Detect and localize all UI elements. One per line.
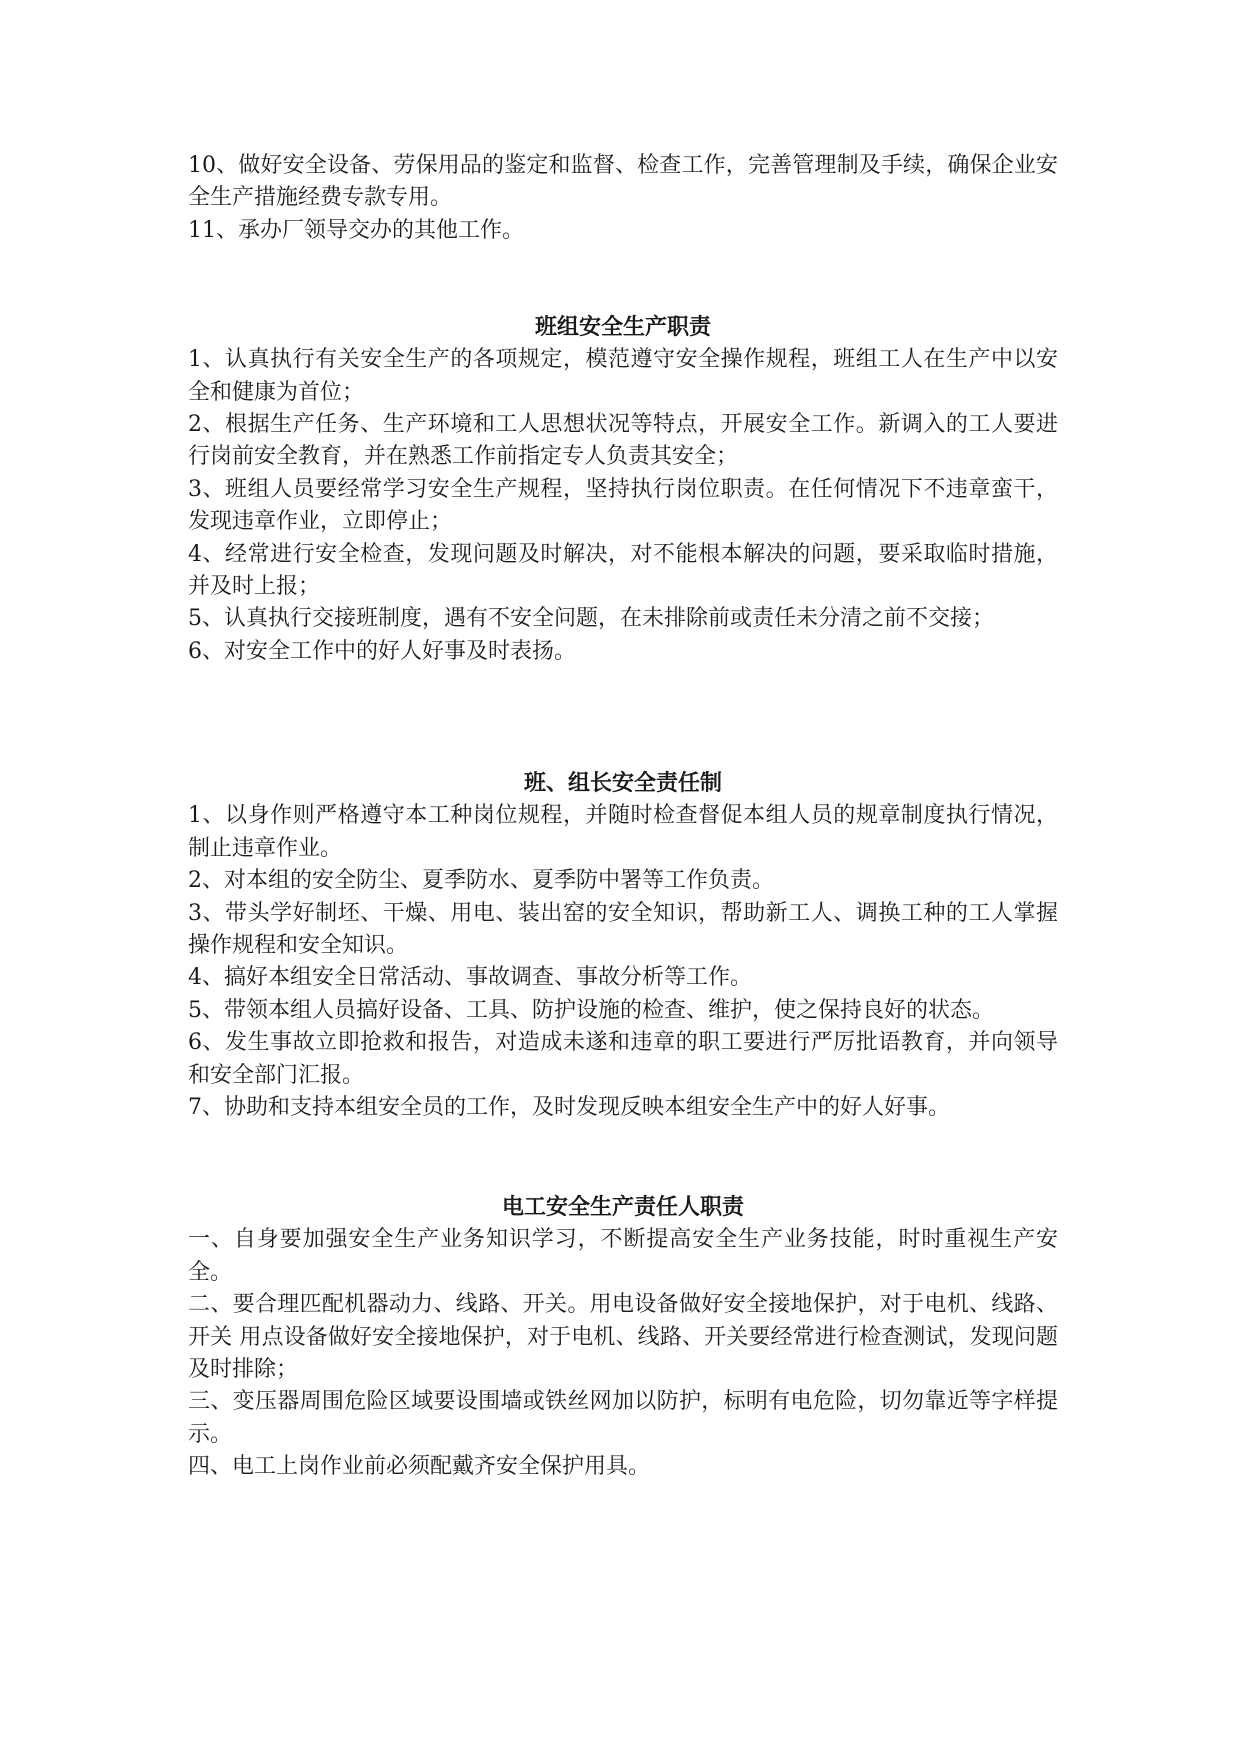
section-title: 班、组长安全责任制 <box>523 771 722 797</box>
list-item: 四、电工上岗作业前必须配戴齐安全保护用具。 <box>188 1454 651 1480</box>
intro-section <box>188 150 1058 247</box>
list-item: 二、要合理匹配机器动力、线路、开关。用电设备做好安全接地保护，对于电机、线路、开关 用点设备做好安全接地保护，对于电机、线路、开关要经常进行检查测试，发现问题及时排除； <box>188 1292 1058 1382</box>
list-item: 5、带领本组人员搞好设备、工具、防护设施的检查、维护，使之保持良好的状态。 <box>188 997 994 1023</box>
section-title: 电工安全生产责任人职责 <box>501 1195 744 1221</box>
list-item: 5、认真执行交接班制度，遇有不安全问题，在未排除前或责任未分清之前不交接； <box>188 606 994 632</box>
list-item: 1、以身作则严格遵守本工种岗位规程，并随时检查督促本组人员的规章制度执行情况，制止违章作业。 <box>188 803 1058 861</box>
list-item: 6、对安全工作中的好人好事及时表扬。 <box>188 638 576 664</box>
list-item: 1、认真执行有关安全生产的各项规定，模范遵守安全操作规程，班组工人在生产中以安全和健康为首位； <box>188 347 1058 405</box>
list-item: 6、发生事故立即抢救和报告，对造成未遂和违章的职工要进行严厉批语教育，并向领导和安全部门汇报。 <box>188 1030 1058 1088</box>
intro-item: 11、承办厂领导交办的其他工作。 <box>188 217 524 243</box>
section-team-leader <box>188 768 1058 1124</box>
document-page <box>188 150 1058 1484</box>
list-item: 3、班组人员要经常学习安全生产规程，坚持执行岗位职责。在任何情况下不违章蛮干，发现违章作业，立即停止； <box>188 476 1058 535</box>
list-item: 4、经常进行安全检查，发现问题及时解决，对不能根本解决的问题，要采取临时措施，并及时上报； <box>188 541 1058 600</box>
list-item: 4、搞好本组安全日常活动、事故调查、事故分析等工作。 <box>188 965 752 991</box>
section-title: 班组安全生产职责 <box>534 315 711 341</box>
intro-item: 10、做好安全设备、劳保用品的鉴定和监督、检查工作，完善管理制及手续，确保企业安全生产措施经费专款专用。 <box>188 153 1058 211</box>
list-item: 2、对本组的安全防尘、夏季防水、夏季防中署等工作负责。 <box>188 868 774 894</box>
section-electrician <box>188 1192 1058 1483</box>
list-item: 一、自身要加强安全生产业务知识学习，不断提高安全生产业务技能，时时重视生产安全。 <box>188 1227 1058 1285</box>
list-item: 三、变压器周围危险区域要设围墙或铁丝网加以防护，标明有电危险，切勿靠近等字样提示。 <box>188 1389 1058 1447</box>
section-team-safety <box>188 312 1058 668</box>
list-item: 2、根据生产任务、生产环境和工人思想状况等特点，开展安全工作。新调入的工人要进行岗前安全教育，并在熟悉工作前指定专人负责其安全； <box>188 412 1058 470</box>
list-item: 3、带头学好制坯、干燥、用电、装出窑的安全知识，帮助新工人、调换工种的工人掌握操作规程和安全知识。 <box>188 900 1058 958</box>
list-item: 7、协助和支持本组安全员的工作，及时发现反映本组安全生产中的好人好事。 <box>188 1094 950 1120</box>
